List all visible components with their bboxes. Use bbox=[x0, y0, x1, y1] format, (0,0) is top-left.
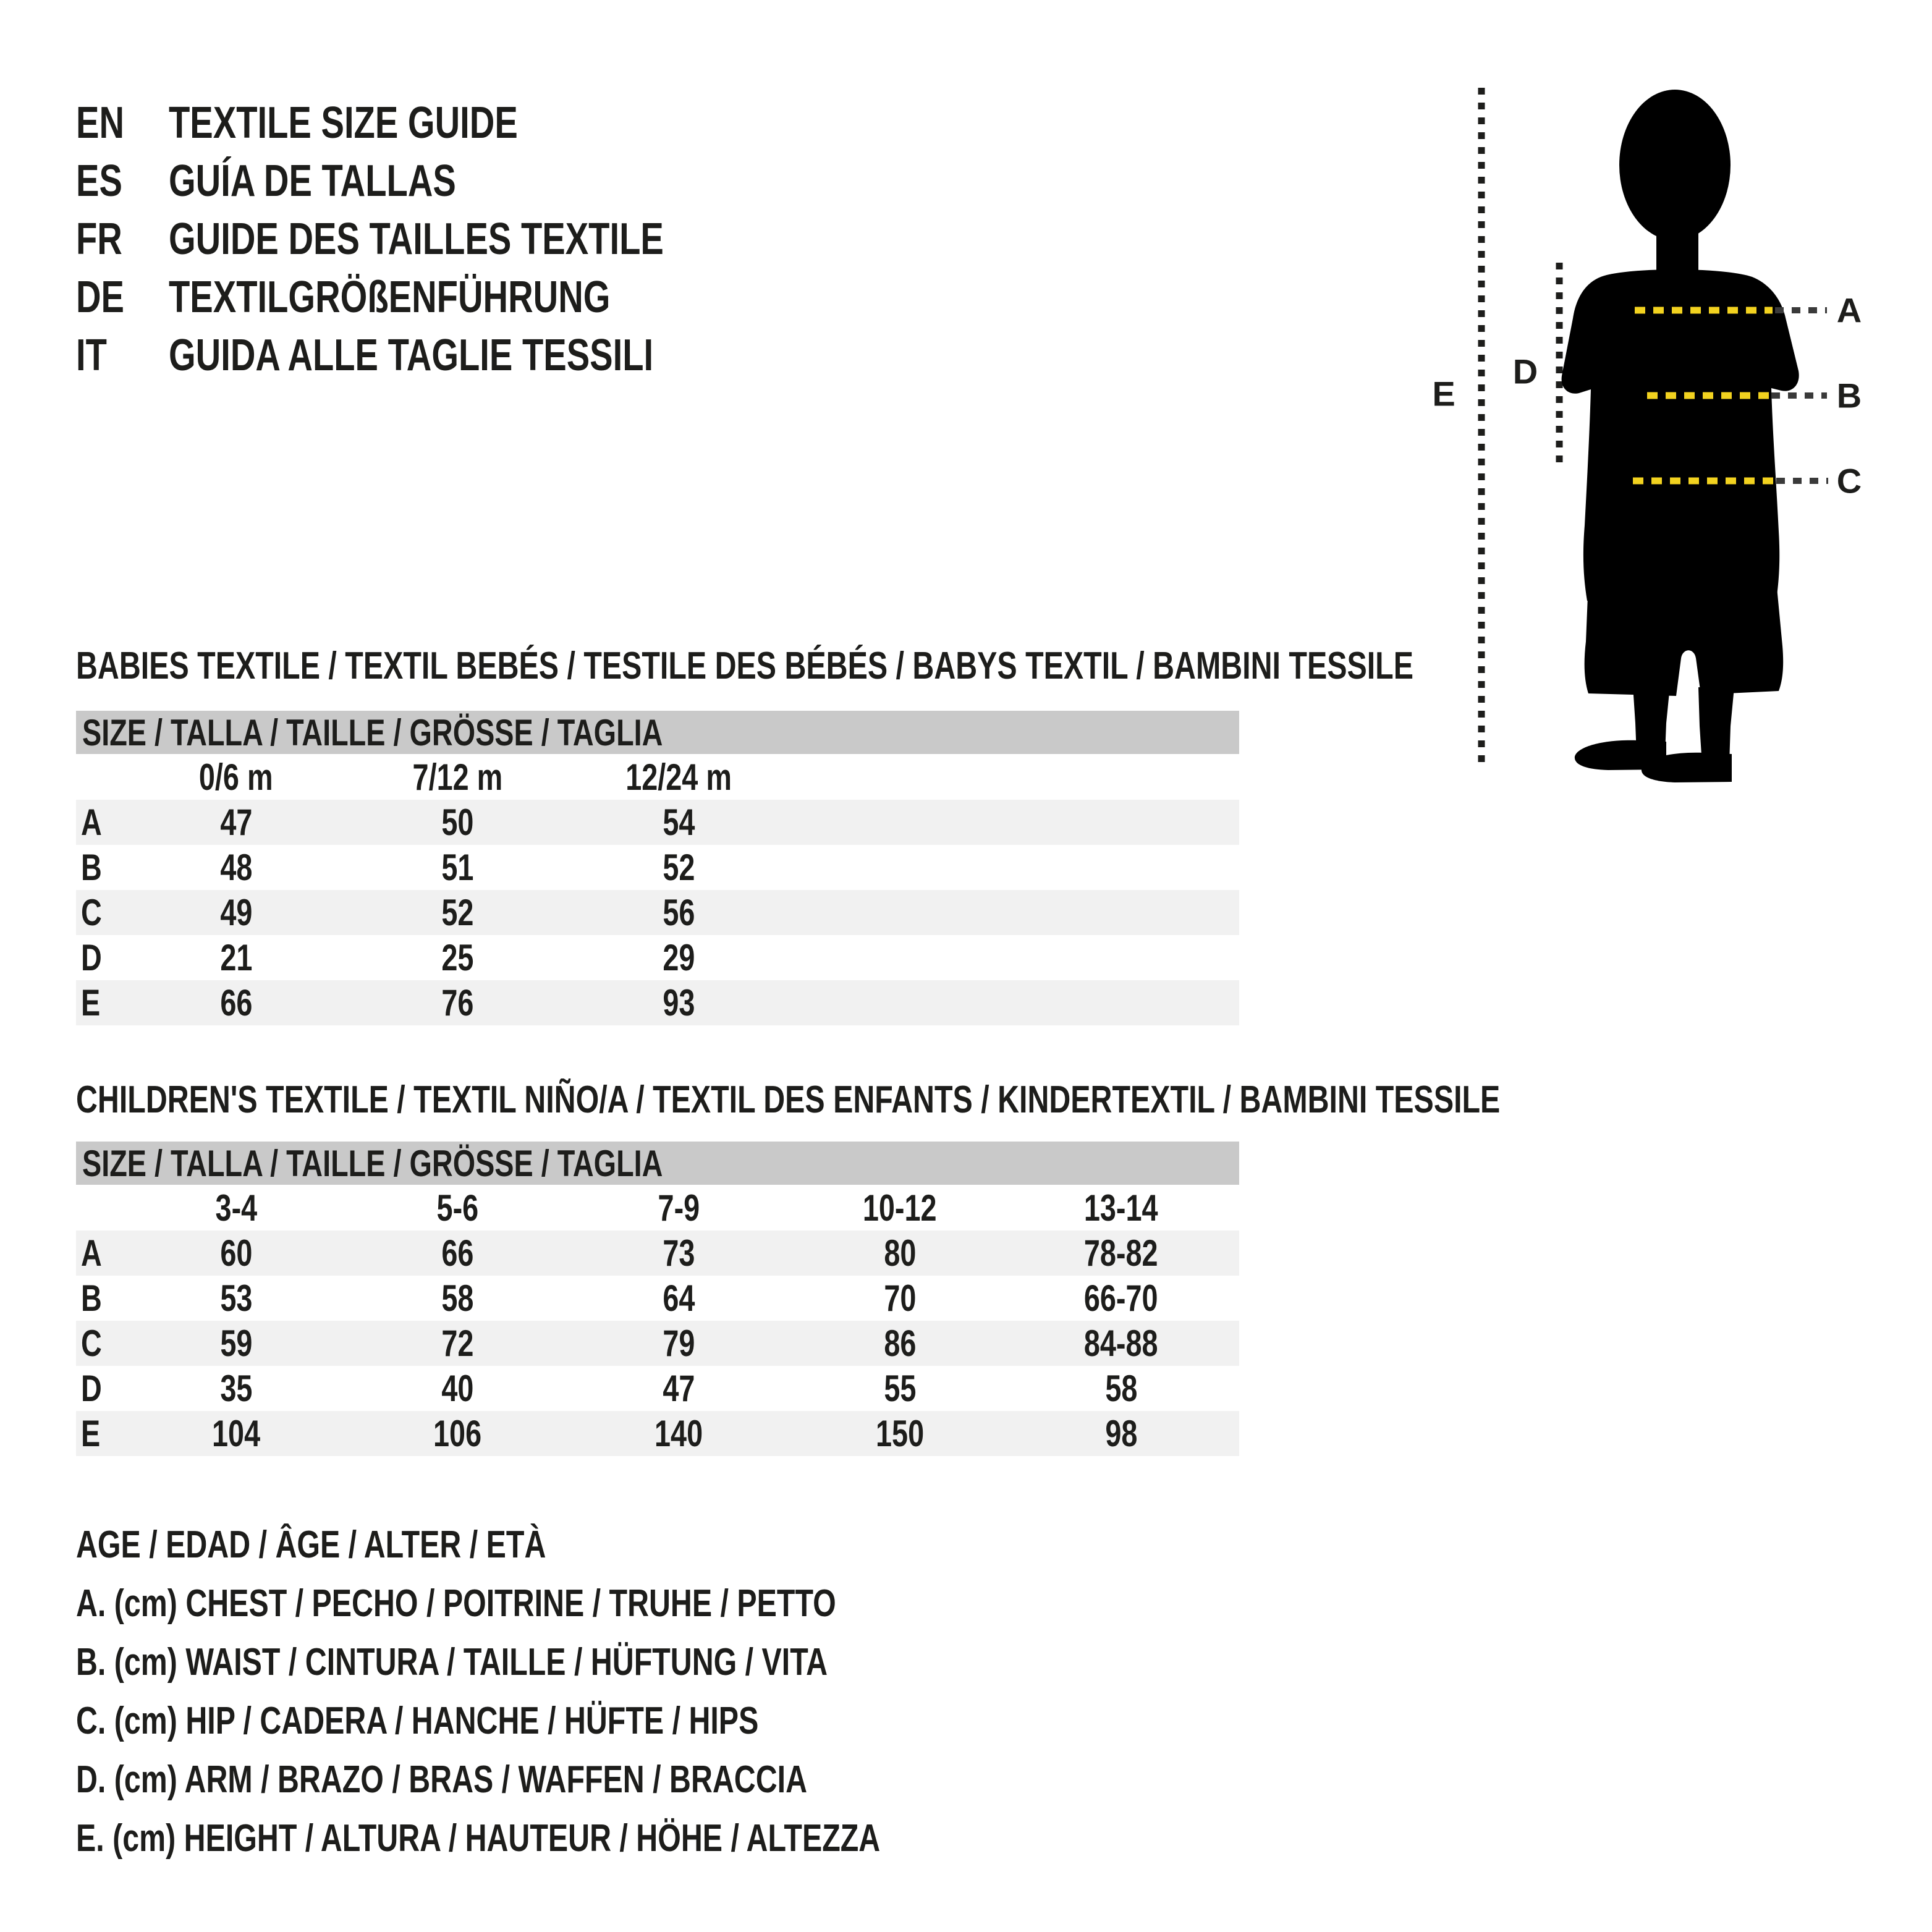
table-row: C 49 52 56 bbox=[76, 890, 1239, 935]
marker-label-e: E bbox=[1432, 374, 1455, 413]
lang-row-fr bbox=[76, 210, 803, 268]
children-col-4: 13-14 bbox=[1084, 1187, 1158, 1229]
silhouette-head bbox=[1619, 90, 1731, 240]
children-size-table bbox=[76, 1142, 1239, 1456]
marker-label-d: D bbox=[1512, 352, 1538, 391]
table-row: B 48 51 52 bbox=[76, 845, 1239, 890]
children-column-header-row bbox=[76, 1185, 1239, 1231]
lang-row-de bbox=[76, 268, 803, 326]
babies-col-1: 7/12 m bbox=[412, 756, 502, 798]
babies-col-2: 12/24 m bbox=[625, 756, 732, 798]
lang-code-fr: FR bbox=[76, 214, 122, 264]
lang-row-en bbox=[76, 94, 803, 152]
babies-column-header-row bbox=[76, 754, 1239, 800]
legend-height-e: E. (cm) HEIGHT / ALTURA / HAUTEUR / HÖHE / ALTEZZA bbox=[76, 1817, 881, 1860]
legend-arm-d: D. (cm) ARM / BRAZO / BRAS / WAFFEN / BRACCIA bbox=[76, 1758, 808, 1801]
lang-code-it: IT bbox=[76, 331, 107, 380]
lang-label-en: TEXTILE SIZE GUIDE bbox=[169, 98, 518, 148]
table-row: A 47 50 54 bbox=[76, 800, 1239, 845]
marker-label-c: C bbox=[1836, 461, 1862, 501]
row-label: B bbox=[81, 1277, 102, 1319]
table-row: A 60 66 73 80 78-82 bbox=[76, 1231, 1239, 1276]
children-size-header-bar: SIZE / TALLA / TAILLE / GRÖSSE / TAGLIA bbox=[76, 1142, 1239, 1185]
legend-chest-a: A. (cm) CHEST / PECHO / POITRINE / TRUHE / PETTO bbox=[76, 1582, 836, 1625]
children-col-2: 7-9 bbox=[658, 1187, 700, 1229]
table-row: C 59 72 79 86 84-88 bbox=[76, 1321, 1239, 1366]
row-label: E bbox=[81, 1413, 101, 1454]
row-label: C bbox=[81, 1323, 102, 1364]
lang-label-it: GUIDA ALLE TAGLIE TESSILI bbox=[169, 331, 654, 380]
lang-label-es: GUÍA DE TALLAS bbox=[169, 156, 456, 206]
children-section-title: CHILDREN'S TEXTILE / TEXTIL NIÑO/A / TEXTIL DES ENFANTS / KINDERTEXTIL / BAMBINI TESSILE bbox=[76, 1078, 1501, 1121]
language-title-block bbox=[76, 94, 803, 384]
row-label: D bbox=[81, 1368, 102, 1409]
row-label: D bbox=[81, 937, 102, 978]
silhouette-torso bbox=[1562, 269, 1799, 601]
lang-code-de: DE bbox=[76, 273, 125, 322]
row-label: C bbox=[81, 892, 102, 933]
babies-size-header-bar: SIZE / TALLA / TAILLE / GRÖSSE / TAGLIA bbox=[76, 711, 1239, 754]
babies-size-table bbox=[76, 711, 1239, 1025]
table-row: B 53 58 64 70 66-70 bbox=[76, 1276, 1239, 1321]
legend-hip-c: C. (cm) HIP / CADERA / HANCHE / HÜFTE / HIPS bbox=[76, 1700, 759, 1742]
lang-row-es bbox=[76, 152, 803, 210]
lang-code-en: EN bbox=[76, 98, 125, 148]
babies-col-0: 0/6 m bbox=[199, 756, 273, 798]
measurement-legend bbox=[76, 1515, 1107, 1868]
marker-label-b: B bbox=[1836, 376, 1862, 415]
lang-row-it bbox=[76, 326, 803, 384]
row-label: A bbox=[81, 1232, 102, 1274]
marker-label-a: A bbox=[1836, 290, 1862, 330]
children-col-1: 5-6 bbox=[436, 1187, 478, 1229]
table-row: D 21 25 29 bbox=[76, 935, 1239, 980]
babies-section-title: BABIES TEXTILE / TEXTIL BEBÉS / TESTILE DES BÉBÉS / BABYS TEXTIL / BAMBINI TESSILE bbox=[76, 645, 1413, 687]
row-label: E bbox=[81, 982, 101, 1023]
legend-waist-b: B. (cm) WAIST / CINTURA / TAILLE / HÜFTUNG / VITA bbox=[76, 1641, 828, 1684]
row-label: A bbox=[81, 802, 102, 843]
row-label: B bbox=[81, 847, 102, 888]
lang-code-es: ES bbox=[76, 156, 122, 206]
lang-label-de: TEXTILGRÖßENFÜHRUNG bbox=[169, 273, 611, 322]
lang-label-fr: GUIDE DES TAILLES TEXTILE bbox=[169, 214, 664, 264]
table-row: E 104 106 140 150 98 bbox=[76, 1411, 1239, 1456]
table-row: E 66 76 93 bbox=[76, 980, 1239, 1025]
table-row: D 35 40 47 55 58 bbox=[76, 1366, 1239, 1411]
children-col-0: 3-4 bbox=[215, 1187, 257, 1229]
children-col-3: 10-12 bbox=[863, 1187, 937, 1229]
legend-age: AGE / EDAD / ÂGE / ALTER / ETÀ bbox=[76, 1523, 546, 1566]
